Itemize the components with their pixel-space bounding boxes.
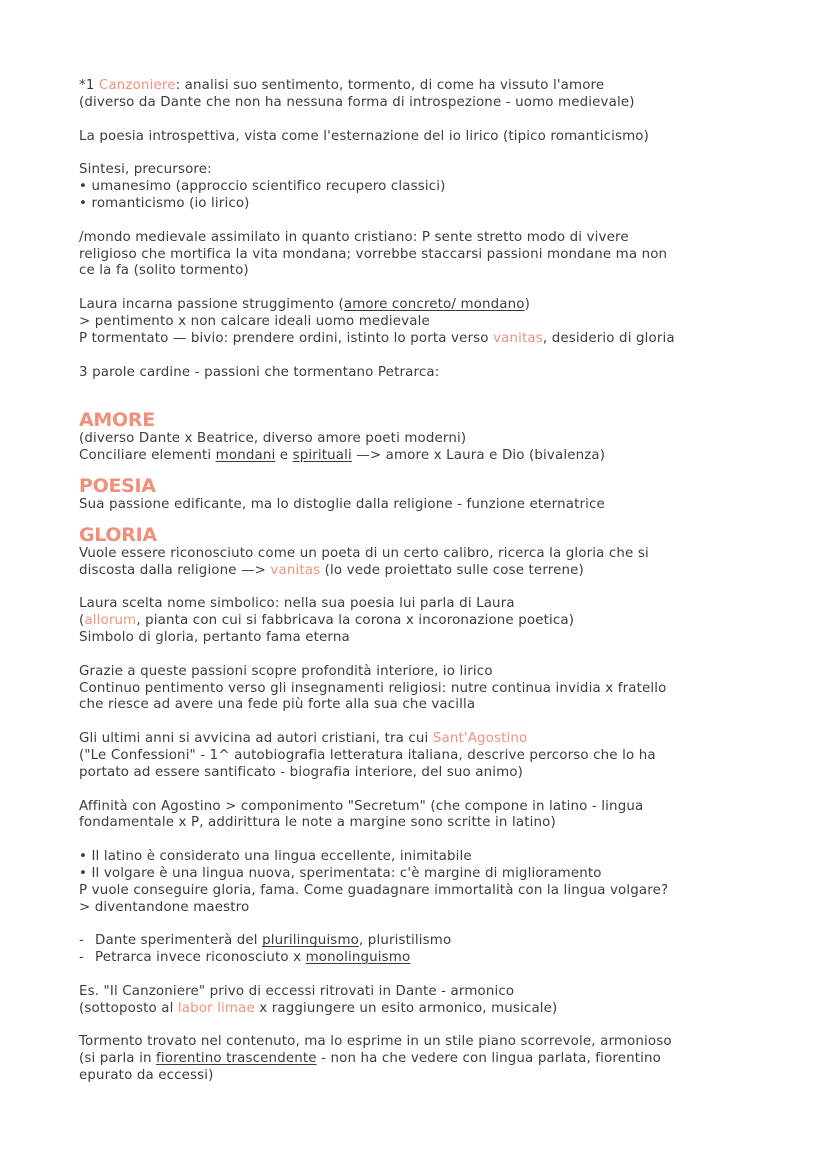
text: : analisi suo sentimento, tormento, di come ha vissuto l'amore: [175, 78, 605, 93]
text: Conciliare elementi: [79, 448, 216, 464]
underlined-term: spirituali: [292, 448, 352, 464]
text: —> amore x Laura e Dio (bivalenza): [351, 448, 606, 464]
underlined-term: amore concreto/ mondano: [343, 297, 525, 313]
note-line: La poesia introspettiva, vista come l'esternazione del io lirico (tipico romanticismo): [79, 128, 649, 144]
dash-marker: -: [79, 933, 84, 949]
heading-gloria: GLORIA: [79, 523, 157, 546]
dash-item: [79, 933, 759, 950]
text: ): [524, 297, 531, 313]
text: (sottoposto al: [79, 1000, 178, 1016]
note-line: Sua passione edificante, ma lo distoglie dalla religione - funzione eternatrice: [79, 496, 605, 512]
highlight-vanitas: vanitas: [270, 562, 321, 578]
dash-marker: -: [79, 950, 84, 966]
text: x raggiungere un esito armonico, musicale): [254, 1000, 558, 1016]
note-line: [79, 613, 759, 630]
note-line: religioso che mortifica la vita mondana; vorrebbe staccarsi passioni mondane ma non: [79, 246, 668, 262]
note-line: > pentimento x non calcare ideali uomo medievale: [79, 313, 430, 329]
text: *1: [79, 78, 99, 93]
note-line: Tormento trovato nel contenuto, ma lo esprime in un stile piano scorrevole, armonioso: [79, 1034, 672, 1050]
note-line: (diverso Dante x Beatrice, diverso amore poeti moderni): [79, 431, 467, 447]
text: , pianta con cui si fabbricava la corona x incoronazione poetica): [136, 613, 575, 629]
highlight-canzoniere: Canzoniere: [98, 78, 176, 93]
text: , pluristilismo: [358, 933, 452, 949]
note-line: > diventandone maestro: [79, 899, 250, 915]
note-line: Laura scelta nome simbolico: nella sua poesia lui parla di Laura: [79, 596, 515, 612]
highlight-labor-limae: labor limae: [177, 1000, 255, 1016]
underlined-term: plurilinguismo: [262, 933, 359, 949]
note-line: ("Le Confessioni" - 1^ autobiografia letteratura italiana, descrive percorso che lo ha: [79, 747, 656, 763]
note-line: Continuo pentimento verso gli insegnamenti religiosi: nutre continua invidia x fratello: [79, 680, 667, 696]
text: discosta dalla religione —>: [79, 562, 271, 578]
text: (: [79, 613, 85, 629]
text: Dante sperimenterà del: [95, 933, 263, 949]
text: - non ha che vedere con lingua parlata, fiorentino: [316, 1051, 661, 1067]
highlight-sant-agostino: Sant'Agostino: [432, 731, 528, 747]
heading-amore: AMORE: [79, 409, 155, 432]
text: Laura incarna passione struggimento (: [79, 297, 344, 313]
text: , desiderio di gloria: [542, 330, 675, 346]
note-line: /mondo medievale assimilato in quanto cristiano: P sente stretto modo di vivere: [79, 229, 629, 245]
notes-page: [79, 78, 759, 1085]
note-line: [79, 731, 759, 748]
note-line: fondamentale x P, addirittura le note a margine sono scritte in latino): [79, 815, 556, 831]
text: e: [275, 448, 293, 464]
note-line: (diverso da Dante che non ha nessuna forma di introspezione - uomo medievale): [79, 94, 635, 110]
note-line: [79, 78, 759, 95]
note-line: Grazie a queste passioni scopre profondità interiore, io lirico: [79, 663, 493, 679]
note-line: [79, 448, 759, 465]
text: Petrarca invece riconosciuto x: [95, 950, 306, 966]
dash-item: [79, 950, 759, 967]
heading-poesia: POESIA: [79, 474, 156, 497]
text: (si parla in: [79, 1051, 156, 1067]
highlight-vanitas: vanitas: [493, 330, 543, 346]
note-line: P vuole conseguire gloria, fama. Come guadagnare immortalità con la lingua volgare?: [79, 882, 669, 898]
note-line: Es. "Il Canzoniere" privo di eccessi ritrovati in Dante - armonico: [79, 983, 515, 999]
note-line: [79, 563, 759, 580]
bullet-item: • romanticismo (io lirico): [79, 195, 250, 211]
note-line: portato ad essere santificato - biografia interiore, del suo animo): [79, 764, 524, 780]
note-line: 3 parole cardine - passioni che tormentano Petrarca:: [79, 364, 440, 380]
note-line: Sintesi, precursore:: [79, 162, 212, 178]
note-line: Vuole essere riconosciuto come un poeta di un certo calibro, ricerca la gloria che si: [79, 545, 649, 561]
note-line: Affinità con Agostino > componimento "Secretum" (che compone in latino - lingua: [79, 798, 644, 814]
text: (lo vede proiettato sulle cose terrene): [320, 562, 584, 578]
bullet-item: • Il volgare è una lingua nuova, sperimentata: c'è margine di miglioramento: [79, 865, 602, 881]
note-line: [79, 1051, 759, 1068]
underlined-term: monolinguismo: [305, 950, 411, 966]
bullet-item: • umanesimo (approccio scientifico recupero classici): [79, 179, 446, 195]
bullet-item: • Il latino è considerato una lingua eccellente, inimitabile: [79, 849, 472, 865]
note-line: che riesce ad avere una fede più forte alla sua che vacilla: [79, 697, 476, 713]
note-line: epurato da eccessi): [79, 1068, 214, 1084]
text: P tormentato — bivio: prendere ordini, istinto lo porta verso: [79, 330, 494, 346]
note-line: [79, 297, 759, 314]
note-line: ce la fa (solito tormento): [79, 263, 249, 279]
note-line: [79, 1001, 759, 1018]
underlined-term: mondani: [215, 448, 276, 464]
highlight-allorum: allorum: [84, 613, 137, 629]
note-line: Simbolo di gloria, pertanto fama eterna: [79, 629, 350, 645]
underlined-term: fiorentino trascendente: [156, 1051, 317, 1067]
note-line: [79, 331, 759, 348]
text: Gli ultimi anni si avvicina ad autori cristiani, tra cui: [79, 731, 433, 747]
